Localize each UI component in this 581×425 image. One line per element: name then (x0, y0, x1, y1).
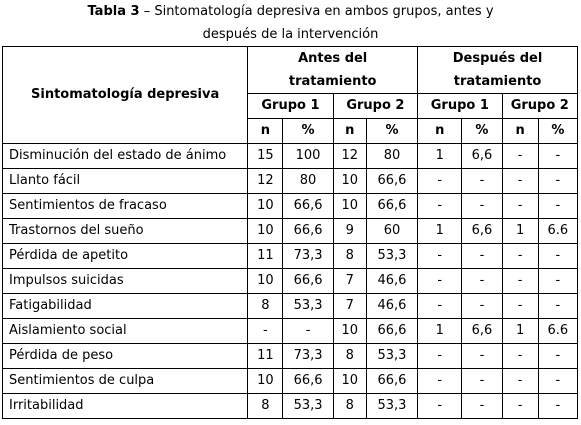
header-antes-line2: tratamiento (288, 74, 377, 89)
table-row (3, 394, 578, 419)
value-cell: 1 (502, 219, 538, 244)
value-cell: 53,3 (366, 344, 417, 369)
value-cell: - (462, 369, 502, 394)
value-cell: - (462, 169, 502, 194)
value-cell: 8 (333, 394, 366, 419)
value-cell: 6.6 (538, 219, 577, 244)
table-row (3, 219, 578, 244)
value-cell: 66,6 (283, 194, 333, 219)
value-cell: 46,6 (366, 294, 417, 319)
value-cell: - (462, 269, 502, 294)
value-cell: 6,6 (462, 319, 502, 344)
value-cell: 8 (333, 344, 366, 369)
header-despues-grupo2: Grupo 2 (502, 94, 577, 119)
header-pct: % (283, 119, 333, 144)
table-row (3, 194, 578, 219)
value-cell: 12 (333, 144, 366, 169)
value-cell: - (538, 394, 577, 419)
value-cell: - (502, 344, 538, 369)
symptom-label: Llanto fácil (3, 169, 248, 194)
value-cell: 10 (333, 319, 366, 344)
value-cell: 53,3 (366, 244, 417, 269)
table-row (3, 244, 578, 269)
symptom-label: Irritabilidad (3, 394, 248, 419)
table-row (3, 294, 578, 319)
value-cell: - (418, 169, 462, 194)
table-row (3, 369, 578, 394)
value-cell: - (418, 294, 462, 319)
value-cell: 6,6 (462, 144, 502, 169)
value-cell: - (462, 344, 502, 369)
value-cell: - (283, 319, 333, 344)
table-row (3, 344, 578, 369)
header-antes-grupo2: Grupo 2 (333, 94, 417, 119)
header-n: n (502, 119, 538, 144)
value-cell: - (462, 244, 502, 269)
value-cell: 66,6 (366, 194, 417, 219)
value-cell: 1 (418, 319, 462, 344)
value-cell: 11 (248, 344, 283, 369)
value-cell: - (418, 244, 462, 269)
table-row (3, 319, 578, 344)
symptom-label: Sentimientos de fracaso (3, 194, 248, 219)
value-cell: 60 (366, 219, 417, 244)
header-sintomatologia: Sintomatología depresiva (3, 47, 248, 144)
table-row (3, 169, 578, 194)
value-cell: 8 (248, 294, 283, 319)
value-cell: 53,3 (283, 394, 333, 419)
value-cell: 10 (248, 219, 283, 244)
value-cell: 10 (248, 369, 283, 394)
table-caption (0, 0, 581, 46)
value-cell: - (502, 244, 538, 269)
header-pct: % (538, 119, 577, 144)
value-cell: - (418, 194, 462, 219)
value-cell: 10 (333, 369, 366, 394)
value-cell: - (502, 144, 538, 169)
symptom-label: Impulsos suicidas (3, 269, 248, 294)
value-cell: - (462, 194, 502, 219)
value-cell: 53,3 (366, 394, 417, 419)
value-cell: - (502, 369, 538, 394)
caption-line-2: después de la intervención (202, 27, 379, 42)
value-cell: 10 (248, 269, 283, 294)
symptom-label: Sentimientos de culpa (3, 369, 248, 394)
value-cell: 8 (333, 244, 366, 269)
value-cell: - (502, 394, 538, 419)
header-despues (418, 47, 578, 94)
table-row (3, 144, 578, 169)
value-cell: - (538, 269, 577, 294)
value-cell: 7 (333, 294, 366, 319)
value-cell: 1 (418, 144, 462, 169)
value-cell: 66,6 (283, 369, 333, 394)
symptom-label: Disminución del estado de ánimo (3, 144, 248, 169)
symptom-label: Pérdida de apetito (3, 244, 248, 269)
header-n: n (418, 119, 462, 144)
value-cell: - (538, 244, 577, 269)
value-cell: - (418, 394, 462, 419)
value-cell: - (502, 169, 538, 194)
value-cell: - (502, 294, 538, 319)
caption-table-number: Tabla 3 (87, 4, 140, 19)
caption-line-1 (0, 0, 581, 23)
value-cell: 1 (502, 319, 538, 344)
value-cell: 80 (283, 169, 333, 194)
value-cell: - (248, 319, 283, 344)
table-row (3, 269, 578, 294)
value-cell: 11 (248, 244, 283, 269)
header-antes-line1: Antes del (298, 51, 368, 66)
value-cell: - (538, 344, 577, 369)
value-cell: 10 (248, 194, 283, 219)
value-cell: 66,6 (366, 369, 417, 394)
header-pct: % (366, 119, 417, 144)
header-despues-line1: Después del (452, 51, 543, 66)
value-cell: - (462, 394, 502, 419)
value-cell: 66,6 (283, 219, 333, 244)
value-cell: 73,3 (283, 344, 333, 369)
value-cell: - (502, 194, 538, 219)
value-cell: - (418, 369, 462, 394)
value-cell: - (462, 294, 502, 319)
value-cell: 15 (248, 144, 283, 169)
symptom-label: Aislamiento social (3, 319, 248, 344)
value-cell: 10 (333, 194, 366, 219)
value-cell: - (502, 269, 538, 294)
header-despues-grupo1: Grupo 1 (418, 94, 502, 119)
value-cell: 66,6 (283, 269, 333, 294)
value-cell: 80 (366, 144, 417, 169)
header-antes (248, 47, 418, 94)
symptom-label: Pérdida de peso (3, 344, 248, 369)
value-cell: - (538, 294, 577, 319)
value-cell: 100 (283, 144, 333, 169)
value-cell: - (538, 194, 577, 219)
value-cell: - (538, 169, 577, 194)
header-despues-line2: tratamiento (453, 74, 542, 89)
value-cell: 9 (333, 219, 366, 244)
value-cell: 6.6 (538, 319, 577, 344)
value-cell: - (538, 144, 577, 169)
value-cell: 66,6 (366, 169, 417, 194)
caption-title-part1: – Sintomatología depresiva en ambos grupos, antes y (139, 4, 494, 19)
value-cell: 73,3 (283, 244, 333, 269)
value-cell: - (418, 269, 462, 294)
table-body (3, 144, 578, 419)
header-pct: % (462, 119, 502, 144)
symptoms-table (2, 46, 578, 419)
value-cell: - (418, 344, 462, 369)
value-cell: 12 (248, 169, 283, 194)
value-cell: - (538, 369, 577, 394)
value-cell: 1 (418, 219, 462, 244)
value-cell: 46,6 (366, 269, 417, 294)
value-cell: 6,6 (462, 219, 502, 244)
value-cell: 10 (333, 169, 366, 194)
value-cell: 66,6 (366, 319, 417, 344)
value-cell: 53,3 (283, 294, 333, 319)
header-antes-grupo1: Grupo 1 (248, 94, 333, 119)
header-n: n (333, 119, 366, 144)
header-n: n (248, 119, 283, 144)
value-cell: 8 (248, 394, 283, 419)
symptom-label: Trastornos del sueño (3, 219, 248, 244)
symptom-label: Fatigabilidad (3, 294, 248, 319)
value-cell: 7 (333, 269, 366, 294)
